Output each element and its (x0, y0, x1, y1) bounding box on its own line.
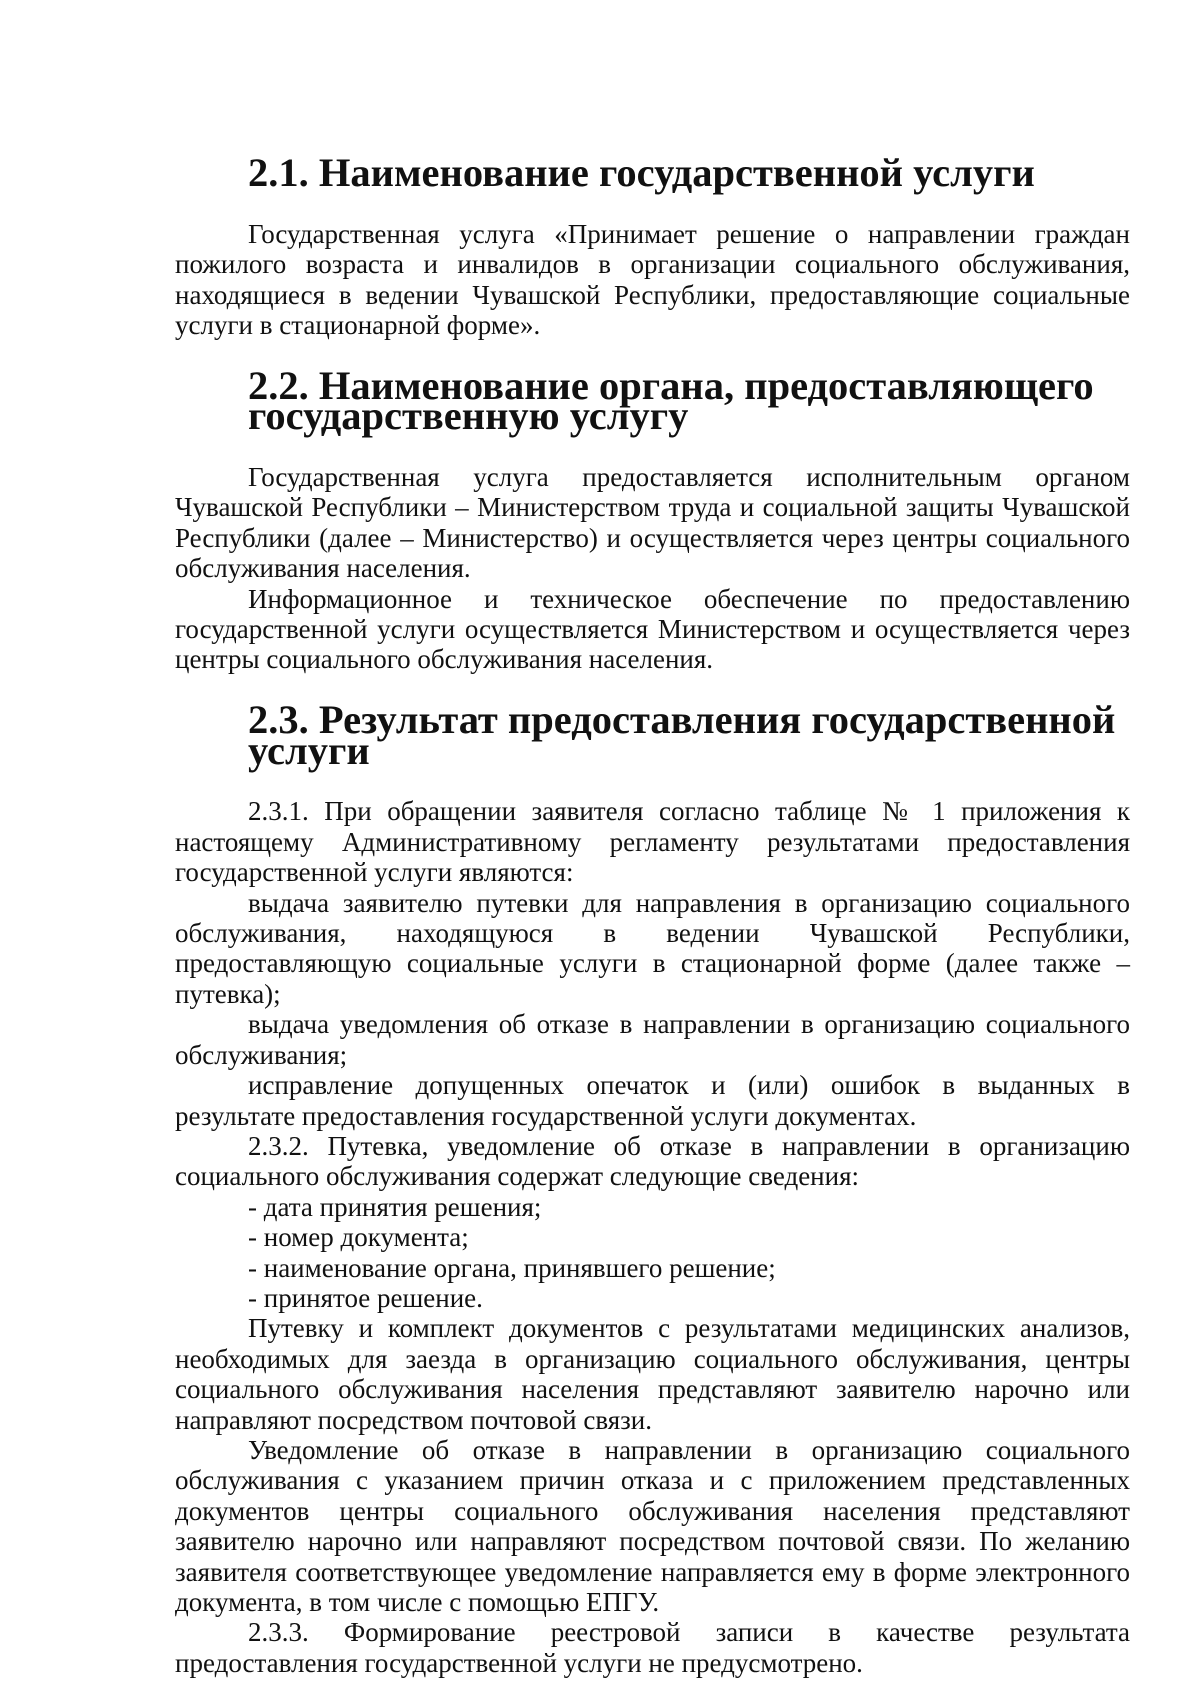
paragraph: 2.3.2. Путевка, уведомление об отказе в направлении в организацию социального обслуживания содержат следующие сведения: (175, 1130, 1130, 1192)
paragraph: выдача заявителю путевки для направления в организацию социального обслуживания, находящуюся в ведении Чувашской Республики, предоставляющую социальные услуги в стационарной форме (далее также – путевка); (175, 887, 1130, 1009)
paragraph: 2.3.1. При обращении заявителя согласно таблице № 1 приложения к настоящему Административному регламенту результатами предоставления государственной услуги являются: (175, 796, 1130, 888)
paragraph: Путевку и комплект документов с результатами медицинских анализов, необходимых для заезда в организацию социального обслуживания, центры социального обслуживания населения представляют заявителю нарочно или направляют посредством почтовой связи. (175, 1313, 1130, 1435)
document-page (175, 150, 1130, 1678)
paragraph: 2.3.3. Формирование реестровой записи в качестве результата предоставления государственной услуги не предусмотрено. (175, 1617, 1130, 1678)
list-item: - наименование органа, принявшего решение; (248, 1252, 776, 1283)
paragraph: исправление допущенных опечаток и (или) ошибок в выданных в результате предоставления государственной услуги документах. (175, 1070, 1130, 1131)
paragraph: Информационное и техническое обеспечение по предоставлению государственной услуги осуществляется Министерством и осуществляется через центры социального обслуживания населения. (175, 583, 1130, 675)
list-item: - дата принятия решения; (248, 1191, 542, 1222)
list-item: - принятое решение. (248, 1282, 483, 1313)
list-item: - номер документа; (248, 1222, 469, 1253)
paragraph: Уведомление об отказе в направлении в организацию социального обслуживания с указанием причин отказа и с приложением представленных документов центры социального обслуживания населения представляют заявителю нарочно или направляют посредством почтовой связи. По желанию заявителя соответствующее уведомление направляется ему в форме электронного документа, в том числе с помощью ЕПГУ. (175, 1434, 1130, 1618)
paragraph: Государственная услуга предоставляется исполнительным органом Чувашской Республики – Министерством труда и социальной защиты Чувашской Республики (далее – Министерство) и осуществляется через центры социального обслуживания населения. (175, 462, 1130, 584)
paragraph: Государственная услуга «Принимает решение о направлении граждан пожилого возраста и инвалидов в организации социального обслуживания, находящиеся в ведении Чувашской Республики, предоставляющие социальные услуги в стационарной форме». (175, 218, 1130, 341)
section-heading-2-1: 2.1. Наименование государственной услуги (248, 150, 1035, 195)
section-heading-2-3: 2.3. Результат предоставления государственной услуги (248, 697, 1116, 773)
section-heading-2-2: 2.2. Наименование органа, предоставляющего государственную услугу (248, 362, 1094, 439)
paragraph: выдача уведомления об отказе в направлении в организацию социального обслуживания; (175, 1009, 1130, 1070)
